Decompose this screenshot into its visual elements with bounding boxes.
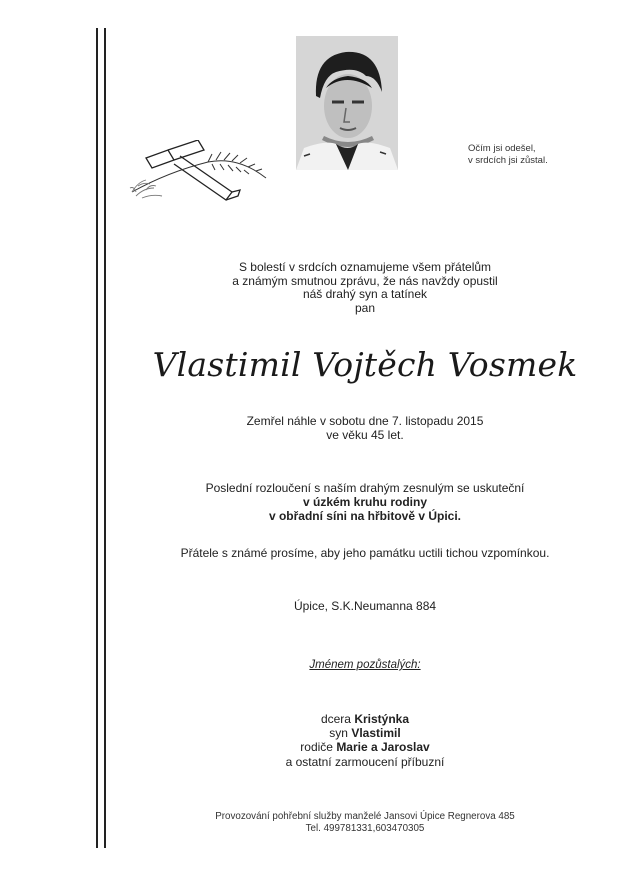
- friends-request: Přátele s známé prosíme, aby jeho památku uctili tichou vzpomínkou.: [180, 546, 550, 560]
- relatives-list: [110, 712, 620, 769]
- funeral-service-footer: [110, 811, 620, 835]
- footer-line: Tel. 499781331,603470305: [305, 823, 425, 834]
- quote-line: Očím jsi odešel,: [468, 143, 536, 154]
- announcement-intro: [110, 261, 620, 315]
- footer-line: Provozování pohřební služby manželé Jansovi Úpice Regnerova 485: [215, 811, 515, 822]
- farewell-line: Poslední rozloučení s naším drahým zesnulým se uskuteční: [205, 481, 525, 495]
- deceased-name: Vlastimil Vojtěch Vosmek: [152, 345, 578, 384]
- death-line: ve věku 45 let.: [326, 427, 404, 442]
- death-line: Zemřel náhle v sobotu dne 7. listopadu 2015: [246, 414, 484, 428]
- memorial-quote: [468, 143, 548, 167]
- border-line-right: [104, 28, 106, 848]
- intro-line: S bolestí v srdcích oznamujeme všem přátelům: [238, 260, 492, 274]
- on-behalf-heading: Jménem pozůstalých:: [309, 659, 421, 671]
- relative-item: syn Vlastimil: [329, 726, 401, 741]
- intro-line: náš drahý syn a tatínek: [302, 287, 428, 301]
- relative-item: dcera Kristýnka: [320, 712, 410, 726]
- quote-line: v srdcích jsi zůstal.: [468, 155, 548, 166]
- cross-with-palm-icon: [128, 140, 268, 202]
- farewell-line-bold: v obřadní síni na hřbitově v Úpici.: [268, 509, 462, 523]
- farewell-notice: [110, 481, 620, 523]
- relative-item: rodiče Marie a Jaroslav: [300, 740, 430, 755]
- family-address: Úpice, S.K.Neumanna 884: [293, 599, 437, 613]
- farewell-line-bold: v úzkém kruhu rodiny: [302, 495, 428, 509]
- intro-line: a známým smutnou zprávu, že nás navždy opustil: [232, 273, 498, 288]
- death-notice: [110, 415, 620, 442]
- border-line-left: [96, 28, 98, 848]
- intro-line: pan: [354, 300, 376, 315]
- relative-item: a ostatní zarmoucení příbuzní: [285, 754, 445, 769]
- portrait-photo: [296, 36, 398, 170]
